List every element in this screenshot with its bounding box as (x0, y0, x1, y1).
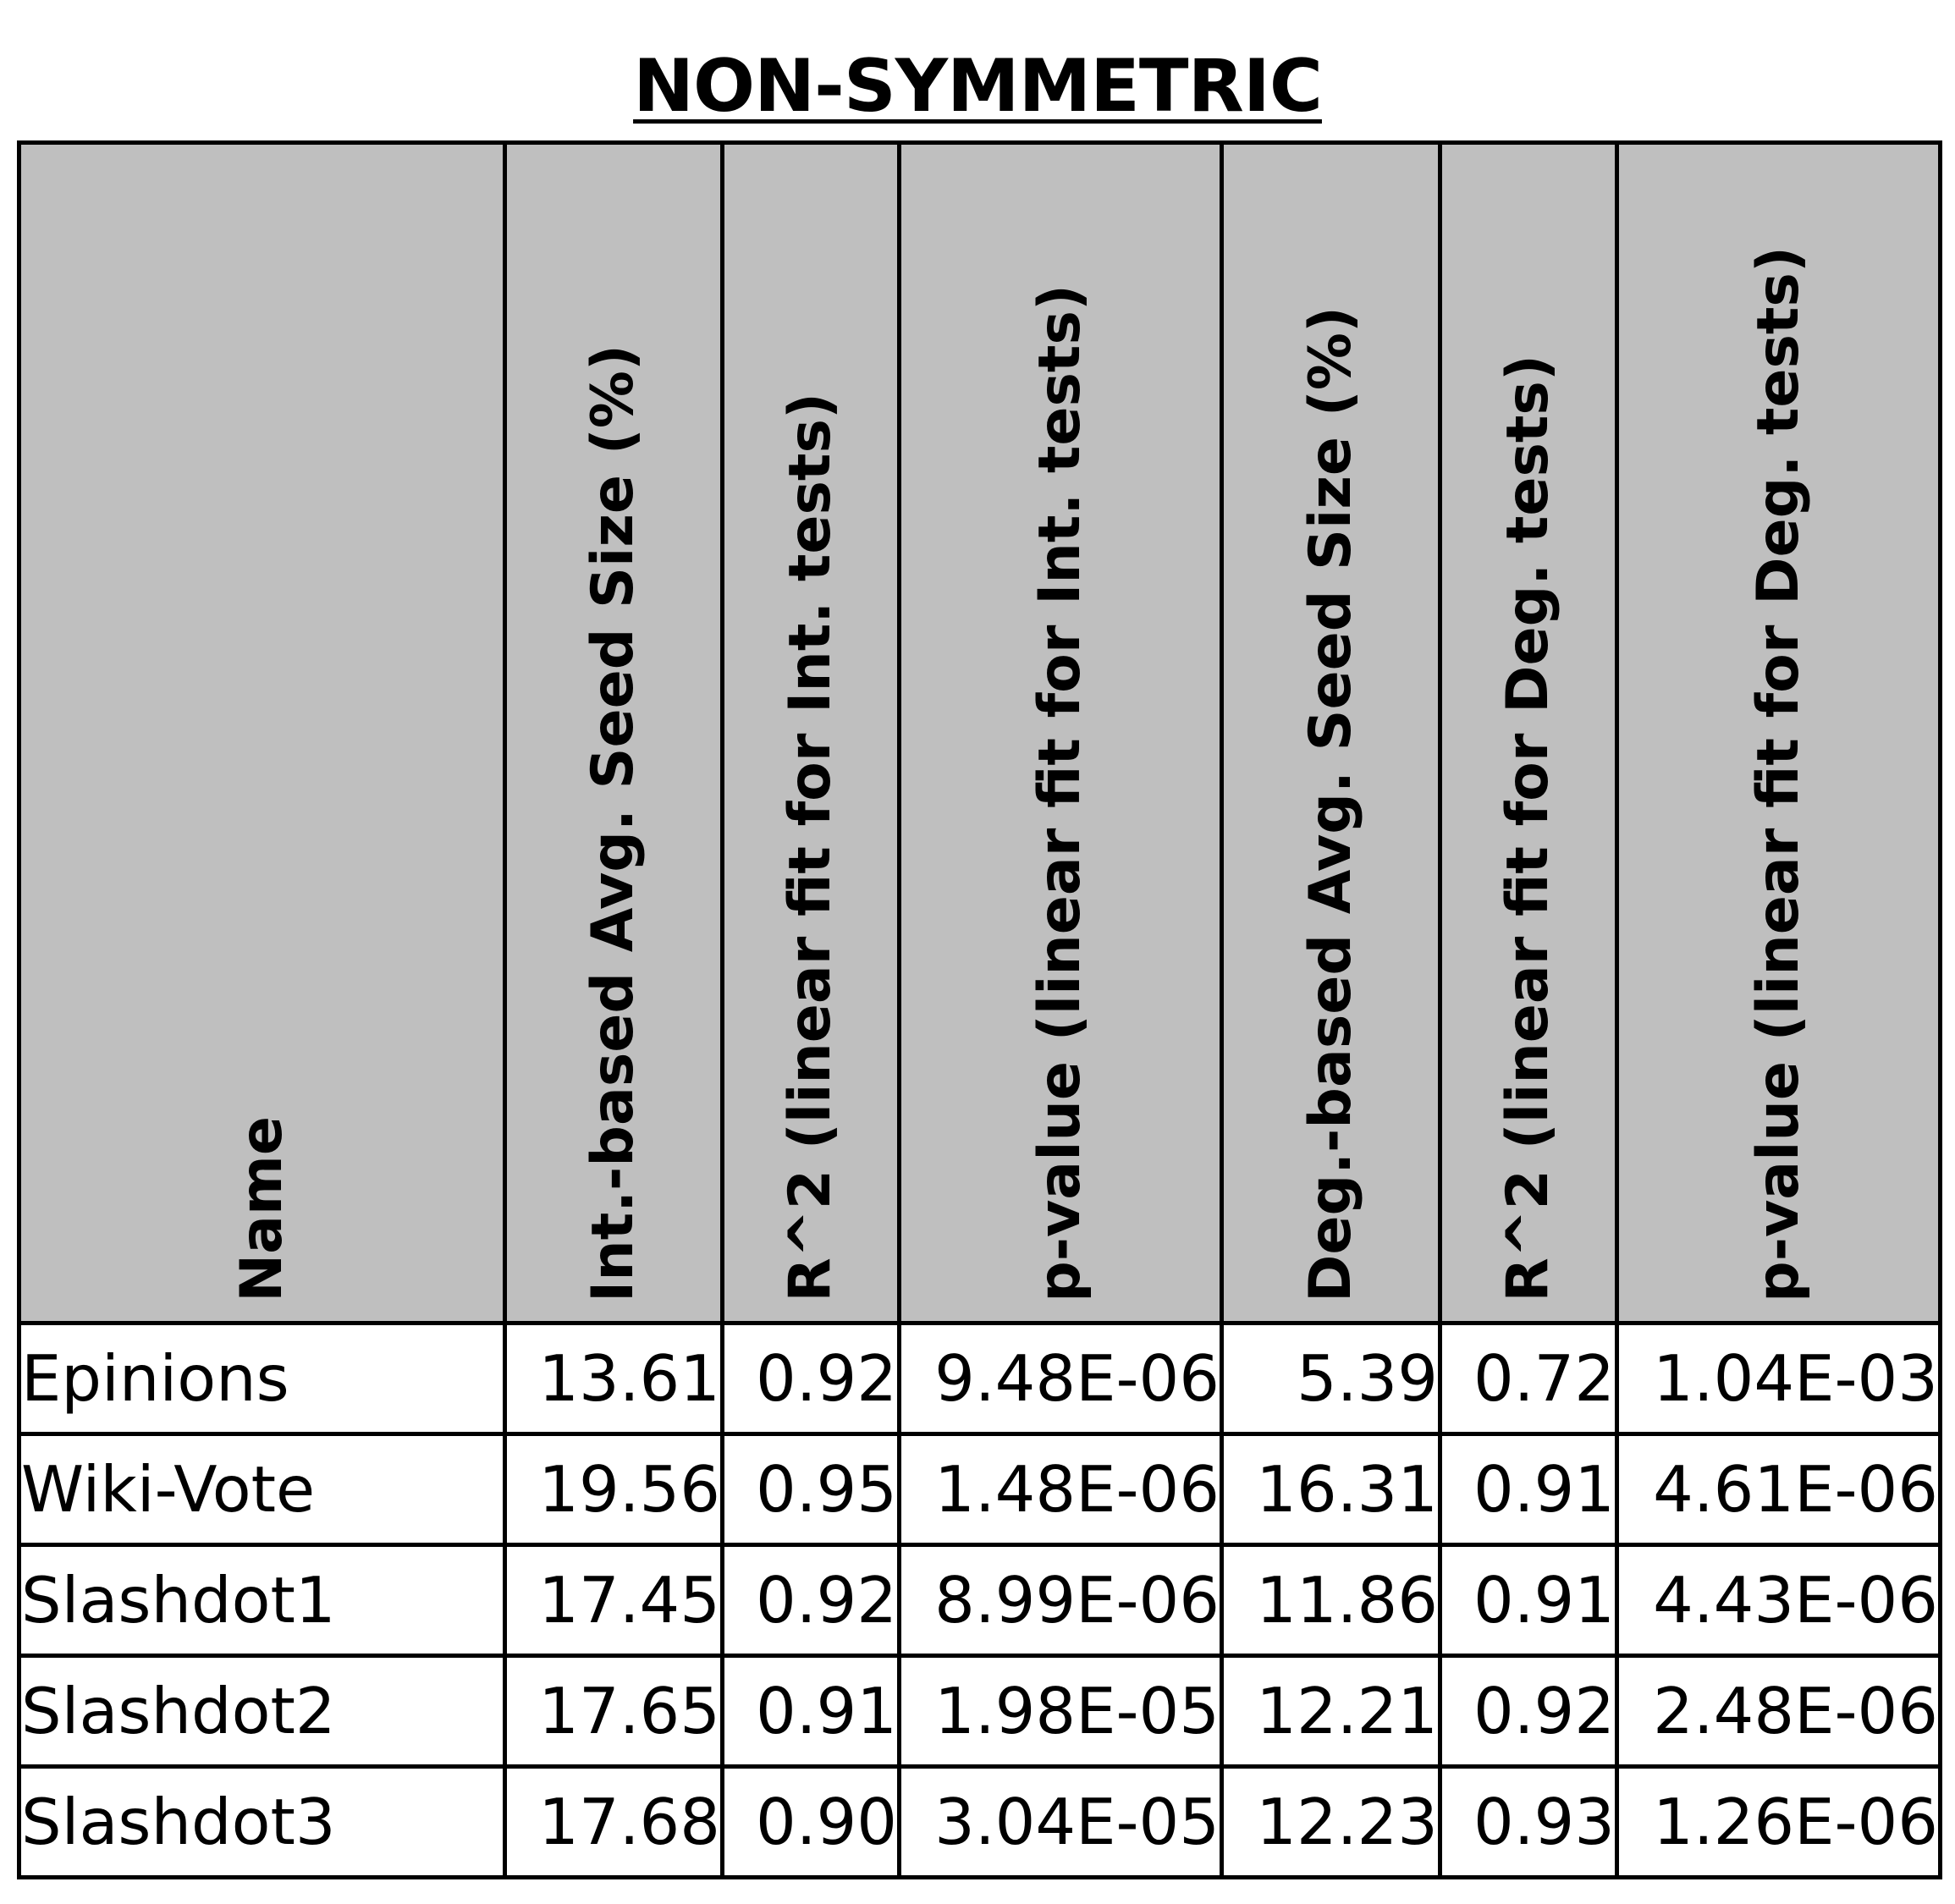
cell-name: Wiki-Vote (19, 1434, 505, 1545)
cell-deg-pvalue: 1.26E-06 (1617, 1767, 1941, 1878)
table-row (19, 1656, 1941, 1767)
column-header-label: Int.-based Avg. Seed Size (%) (580, 344, 647, 1302)
cell-deg-seed-size: 12.23 (1222, 1767, 1440, 1878)
cell-deg-seed-size: 11.86 (1222, 1545, 1440, 1656)
column-header-int-seed-size (505, 143, 723, 1323)
column-header-label: R^2 (linear fit for Deg. tests) (1495, 355, 1561, 1302)
cell-int-r2: 0.92 (723, 1323, 900, 1434)
column-header-deg-pvalue (1617, 143, 1941, 1323)
column-header-name (19, 143, 505, 1323)
cell-int-seed-size: 17.45 (505, 1545, 723, 1656)
column-header-label: Name (228, 1116, 295, 1302)
cell-int-seed-size: 13.61 (505, 1323, 723, 1434)
cell-int-seed-size: 17.68 (505, 1767, 723, 1878)
results-table (17, 140, 1942, 1879)
cell-deg-r2: 0.92 (1440, 1656, 1617, 1767)
cell-int-pvalue: 8.99E-06 (900, 1545, 1222, 1656)
cell-deg-seed-size: 5.39 (1222, 1323, 1440, 1434)
cell-deg-seed-size: 12.21 (1222, 1656, 1440, 1767)
cell-int-seed-size: 17.65 (505, 1656, 723, 1767)
cell-name: Slashdot3 (19, 1767, 505, 1878)
cell-int-pvalue: 3.04E-05 (900, 1767, 1222, 1878)
cell-deg-pvalue: 2.48E-06 (1617, 1656, 1941, 1767)
table-row (19, 1545, 1941, 1656)
table-row (19, 1767, 1941, 1878)
column-header-deg-r2 (1440, 143, 1617, 1323)
cell-deg-pvalue: 4.43E-06 (1617, 1545, 1941, 1656)
cell-int-r2: 0.92 (723, 1545, 900, 1656)
cell-deg-pvalue: 4.61E-06 (1617, 1434, 1941, 1545)
cell-deg-r2: 0.91 (1440, 1434, 1617, 1545)
cell-int-pvalue: 1.48E-06 (900, 1434, 1222, 1545)
cell-deg-r2: 0.93 (1440, 1767, 1617, 1878)
column-header-label: R^2 (linear fit for Int. tests) (777, 393, 844, 1302)
column-header-deg-seed-size (1222, 143, 1440, 1323)
cell-int-pvalue: 1.98E-05 (900, 1656, 1222, 1767)
column-header-label: p-value (linear fit for Deg. tests) (1744, 246, 1812, 1302)
cell-int-r2: 0.91 (723, 1656, 900, 1767)
header-row (19, 143, 1941, 1323)
table-row (19, 1434, 1941, 1545)
cell-int-seed-size: 19.56 (505, 1434, 723, 1545)
cell-deg-r2: 0.91 (1440, 1545, 1617, 1656)
table-title (0, 44, 1955, 129)
table-title-text: NON-SYMMETRIC (633, 44, 1322, 129)
cell-int-pvalue: 9.48E-06 (900, 1323, 1222, 1434)
table-row (19, 1323, 1941, 1434)
cell-int-r2: 0.95 (723, 1434, 900, 1545)
cell-deg-pvalue: 1.04E-03 (1617, 1323, 1941, 1434)
column-header-int-r2 (723, 143, 900, 1323)
cell-int-r2: 0.90 (723, 1767, 900, 1878)
cell-name: Slashdot2 (19, 1656, 505, 1767)
cell-deg-seed-size: 16.31 (1222, 1434, 1440, 1545)
column-header-label: p-value (linear fit for Int. tests) (1027, 284, 1093, 1302)
cell-deg-r2: 0.72 (1440, 1323, 1617, 1434)
cell-name: Epinions (19, 1323, 505, 1434)
column-header-int-pvalue (900, 143, 1222, 1323)
cell-name: Slashdot1 (19, 1545, 505, 1656)
column-header-label: Deg.-based Avg. Seed Size (%) (1297, 305, 1364, 1302)
